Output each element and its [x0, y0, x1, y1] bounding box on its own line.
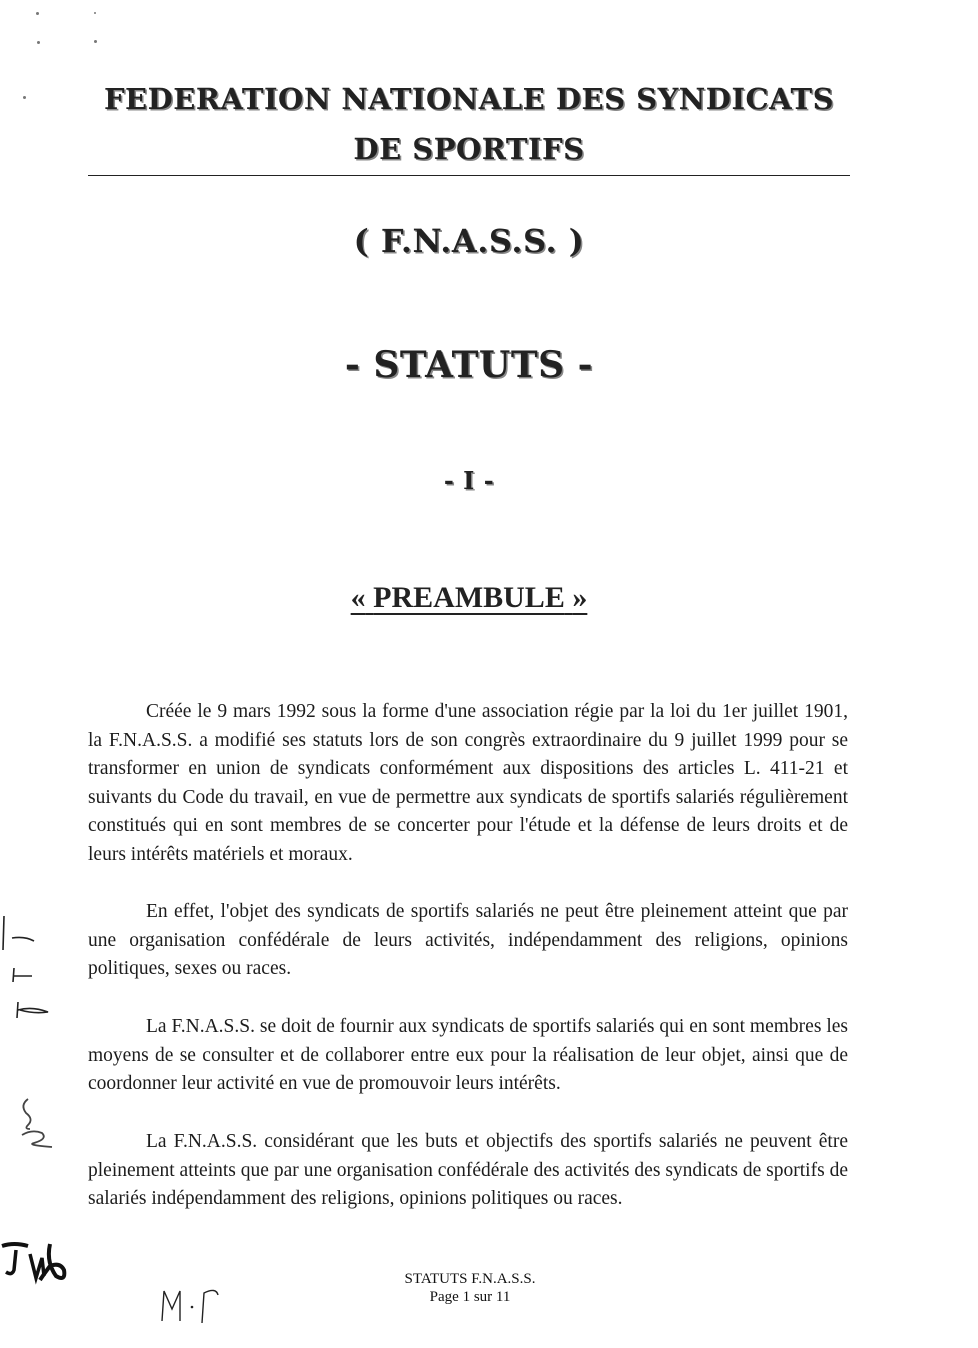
- header-divider: [88, 175, 850, 176]
- section-number: - I -: [443, 466, 495, 495]
- scan-speck: [36, 12, 39, 15]
- page-footer: [340, 1270, 600, 1306]
- acronym-heading: ( F.N.A.S.S. ): [353, 222, 585, 260]
- scan-speck: [94, 12, 96, 14]
- federation-title-line2: DE SPORTIFS: [353, 132, 585, 166]
- preamble-paragraph-4: La F.N.A.S.S. considérant que les buts et objectifs des sportifs salariés ne peuvent être pleinement atteints que par une organisation confédérale des activités des syndicats de sportifs de salariés indépendamment des religions, opinions politiques ou races.: [88, 1131, 848, 1210]
- statuts-heading: - STATUTS -: [344, 344, 594, 386]
- section-title: [0, 580, 938, 615]
- handwritten-signature-icon: [0, 1240, 80, 1300]
- federation-title-line1: FEDERATION NATIONALE DES SYNDICATS: [103, 82, 835, 116]
- handwritten-margin-mark-icon: [0, 910, 60, 1020]
- footer-document-name: STATUTS F.N.A.S.S.: [404, 1271, 536, 1287]
- preamble-paragraph-3: La F.N.A.S.S. se doit de fournir aux syndicats de sportifs salariés qui en sont membres les moyens de se consulter et de collaborer entre eux pour la réalisation de leur objet, ainsi que de coordonner leur activité en vue de promouvoir leurs intérêts.: [88, 1016, 848, 1095]
- preamble-paragraph-1: Créée le 9 mars 1992 sous la forme d'une association régie par la loi du 1er juillet 1901, la F.N.A.S.S. a modifié ses statuts lors de son congrès extraordinaire du 9 juillet 1999 pour se transformer en union de syndicats conformément aux dispositions des articles L. 411-21 et suivants du Code du travail, en vue de permettre aux syndicats de sportifs salariés régulièrement constitués qui en sont membres de se concerter pour l'étude et la défense de leurs droits et de leurs intérêts matériels et moraux.: [88, 701, 848, 865]
- scan-speck: [37, 41, 40, 44]
- preamble-paragraph-2: En effet, l'objet des syndicats de sportifs salariés ne peut être pleinement atteint que par une organisation confédérale de leurs activités, indépendamment des religions, opinions politiques, sexes ou races.: [88, 901, 848, 980]
- handwritten-initials-mp-icon: [158, 1285, 228, 1325]
- handwritten-initials-margin-icon: [18, 1095, 58, 1155]
- open-quote: «: [350, 581, 366, 614]
- scan-speck: [94, 40, 97, 43]
- close-quote: »: [572, 581, 588, 614]
- section-title-text: PREAMBULE: [373, 581, 565, 614]
- footer-page-number: Page 1 sur 11: [429, 1289, 511, 1305]
